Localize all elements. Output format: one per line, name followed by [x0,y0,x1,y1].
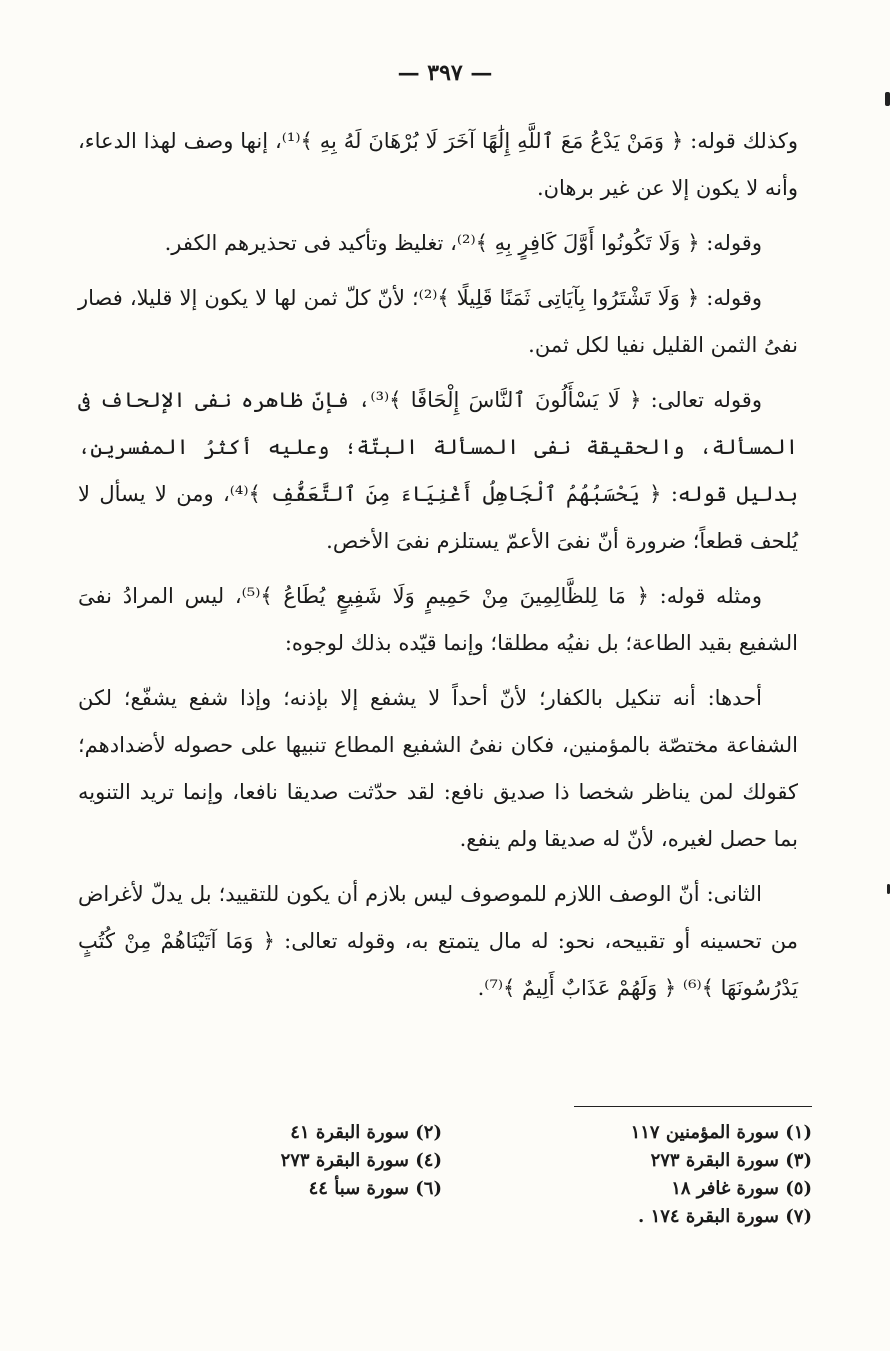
margin-mark-top [885,92,890,106]
paragraph-2: وقوله: ﴿ وَلَا تَكُونُوا أَوَّلَ كَافِرٍ بِهِ ﴾⁽²⁾، تغليظ وتأكيد فى تحذيرهم الكفر. [164,231,762,255]
footnote-divider [574,1106,812,1107]
footnote-3: (٣) سورة البقرة ٢٧٣ [650,1150,812,1171]
footnote-6: (٦) سورة سبأ ٤٤ [308,1178,442,1199]
footnote-2: (٢) سورة البقرة ٤١ [290,1122,442,1143]
footnote-7: (٧) سورة البقرة ١٧٤ . [638,1206,812,1227]
footnotes [152,1120,812,1230]
footnote-5: (٥) سورة غافر ١٨ [671,1178,812,1199]
paragraph-6: أحدها: أنه تنكيل بالكفار؛ لأنّ أحداً لا يشفع إلا بإذنه؛ وإذا شفع يشفّع؛ لكن الشفاعة مختصّة بالمؤمنين، فكان نفىُ الشفيع المطاع تنبيها على حصوله لأضدادهم؛ كقولك لمن يناظر شخصا ذا صديق نافع: لقد حدّثت صديقا نافعا، وإنما تريد التنويه بما حصل لغيره، لأنّ له صديقا ولم ينفع. [78,686,798,851]
paragraph-7: الثانى: أنّ الوصف اللازم للموصوف ليس بلازم أن يكون للتقييد؛ بل يدلّ لأغراض من تحسينه أو تقبيحه، نحو: له مال يتمتع به، وقوله تعالى: ﴿ وَمَا آتَيْنَاهُمْ مِنْ كُتُبٍ يَدْرُسُونَهَا ﴾⁽⁶⁾ ﴿ وَلَهُمْ عَذَابٌ أَلِيمٌ ﴾⁽⁷⁾. [78,882,798,1000]
paragraph-4: وقوله تعالى: ﴿ لَا يَسْأَلُونَ ٱلنَّاسَ إِلْحَافًا ﴾⁽³⁾، فإنّ ظاهره نفى الإلحاف فى المسألة، والحقيقة نفى المسألة البتّة؛ وعليه أكثرُ المفسرين، بدليل قوله: ﴿ يَحْسَبُهُمُ ٱلْجَاهِلُ أَغْنِيَاءَ مِنَ ٱلتَّعَفُّفِ ﴾⁽⁴⁾، ومن لا يسأل لا يُلحف قطعاً؛ ضرورة أنّ نفىَ الأعمّ يستلزم نفىَ الأخص. [78,388,798,553]
paragraph-5: ومثله قوله: ﴿ مَا لِلظَّالِمِينَ مِنْ حَمِيمٍ وَلَا شَفِيعٍ يُطَاعُ ﴾⁽⁵⁾، ليس المرادُ نفىَ الشفيع بقيد الطاعة؛ بل نفيُه مطلقا؛ وإنما قيّده بذلك لوجوه: [78,584,798,655]
main-text [78,118,798,1020]
footnote-4: (٤) سورة البقرة ٢٧٣ [280,1150,442,1171]
paragraph-1: وكذلك قوله: ﴿ وَمَنْ يَدْعُ مَعَ ٱللَّهِ إِلَٰهًا آخَرَ لَا بُرْهَانَ لَهُ بِهِ ﴾⁽¹⁾، إنها وصف لهذا الدعاء، وأنه لا يكون إلا عن غير برهان. [78,129,798,200]
page-number: — ٣٩٧ — [397,60,493,86]
footnote-1: (١) سورة المؤمنين ١١٧ [630,1122,812,1143]
paragraph-3: وقوله: ﴿ وَلَا تَشْتَرُوا بِآيَاتِى ثَمَنًا قَلِيلًا ﴾⁽²⁾؛ لأنّ كلّ ثمن لها لا يكون إلا قليلا، فصار نفىُ الثمن القليل نفيا لكل ثمن. [78,286,798,357]
